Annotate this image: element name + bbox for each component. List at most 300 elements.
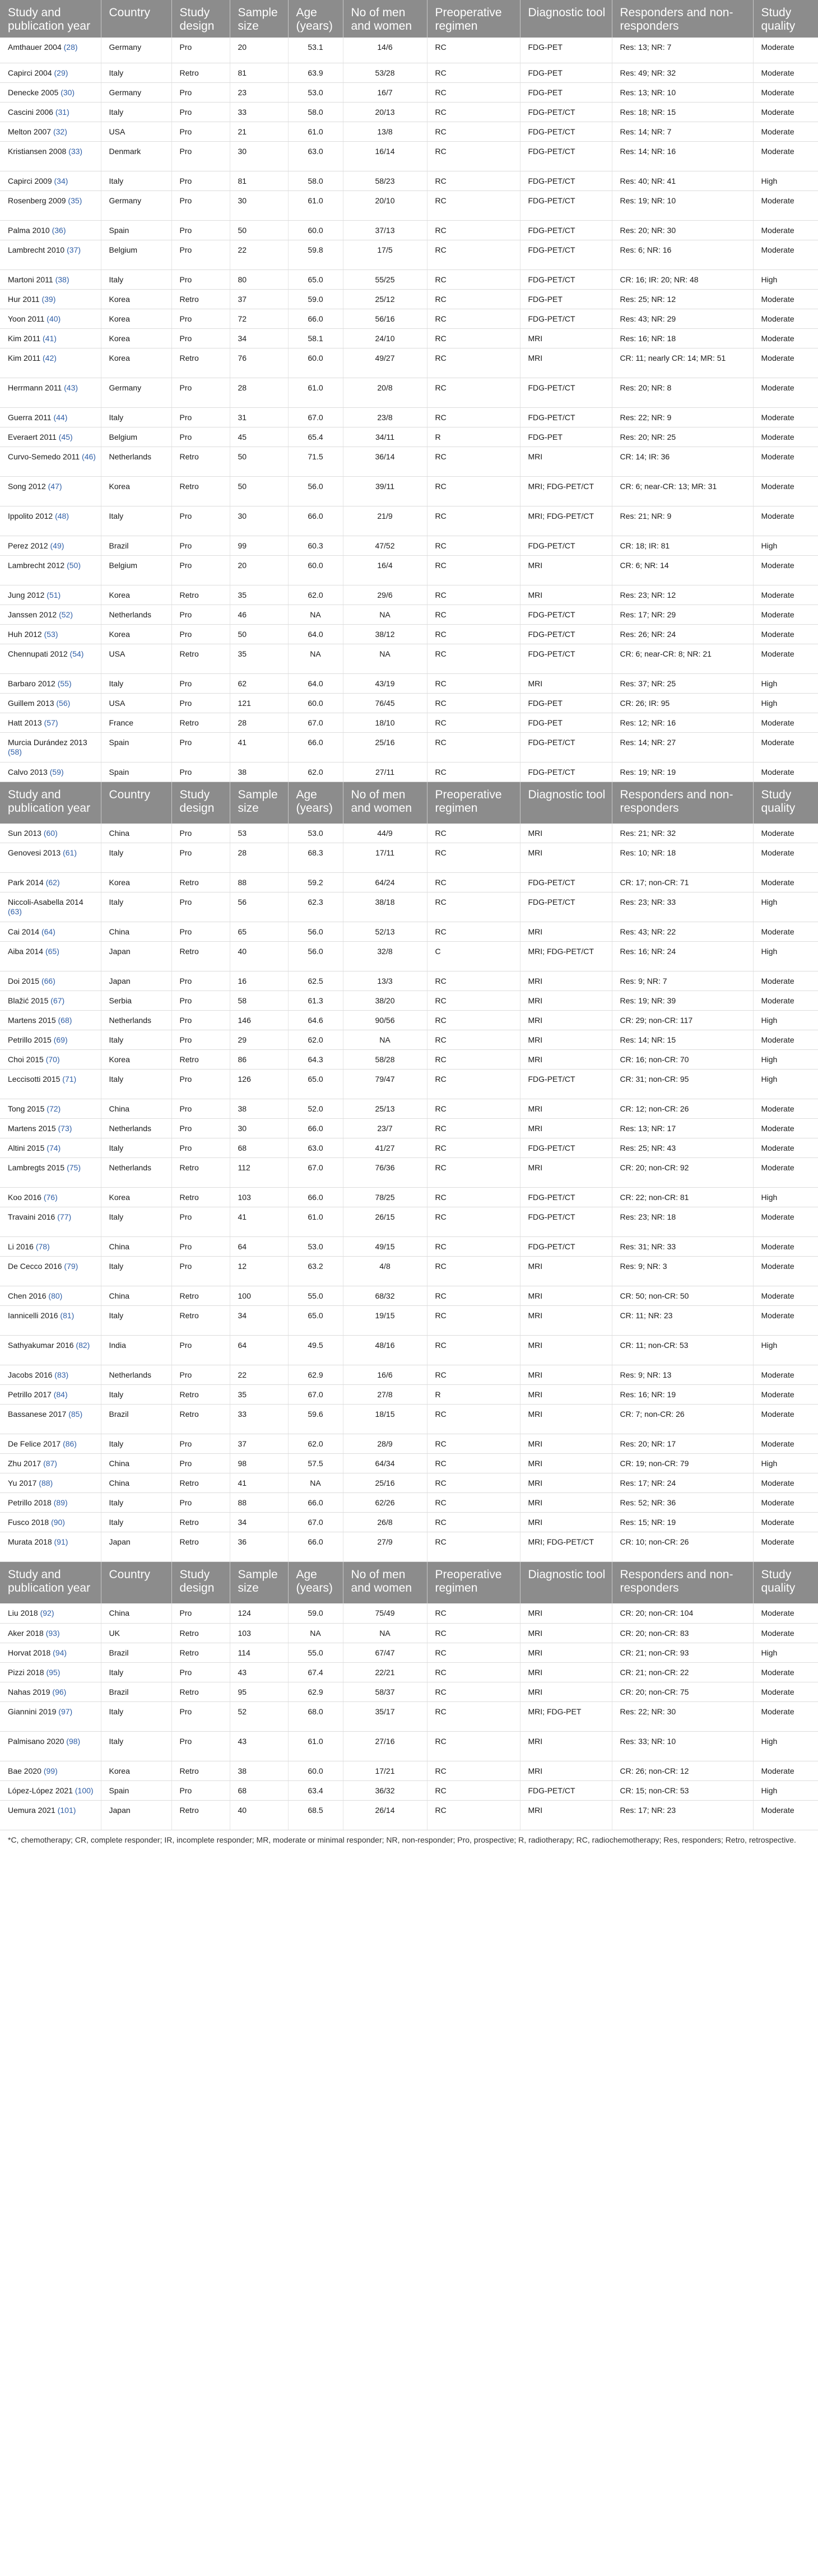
- resp-cell: Res: 20; NR: 17: [612, 1434, 753, 1454]
- reference-link[interactable]: (85): [68, 1410, 83, 1419]
- regimen-cell: RC: [427, 1800, 520, 1830]
- country-cell: Italy: [101, 102, 171, 122]
- reference-link[interactable]: (69): [53, 1035, 68, 1044]
- reference-link[interactable]: (40): [47, 314, 61, 323]
- regimen-cell: RC: [427, 991, 520, 1011]
- age-cell: 53.1: [288, 38, 343, 63]
- regimen-cell: RC: [427, 555, 520, 585]
- sex-cell: 22/21: [343, 1662, 427, 1682]
- sex-cell: NA: [343, 644, 427, 673]
- quality-cell: Moderate: [753, 476, 818, 506]
- reference-link[interactable]: (37): [67, 245, 81, 254]
- sex-cell: 35/17: [343, 1701, 427, 1731]
- reference-link[interactable]: (43): [64, 383, 78, 392]
- regimen-cell: RC: [427, 824, 520, 843]
- size-cell: 40: [230, 1800, 288, 1830]
- reference-link[interactable]: (98): [66, 1736, 81, 1746]
- table-row: [0, 843, 818, 873]
- study-cell: [0, 1800, 101, 1830]
- country-cell: China: [101, 1603, 171, 1623]
- tool-cell: FDG-PET/CT: [520, 873, 612, 892]
- sex-cell: 16/14: [343, 141, 427, 171]
- design-cell: Pro: [171, 693, 230, 713]
- tool-cell: FDG-PET/CT: [520, 1188, 612, 1207]
- reference-link[interactable]: (97): [58, 1707, 73, 1716]
- reference-link[interactable]: (35): [68, 196, 82, 205]
- reference-link[interactable]: (90): [51, 1518, 65, 1527]
- table-row: [0, 673, 818, 693]
- tool-cell: FDG-PET/CT: [520, 892, 612, 922]
- regimen-cell: RC: [427, 843, 520, 873]
- sex-cell: 25/13: [343, 1099, 427, 1119]
- reference-link[interactable]: (83): [54, 1370, 69, 1379]
- resp-cell: Res: 10; NR: 18: [612, 843, 753, 873]
- reference-link[interactable]: (33): [68, 146, 83, 156]
- sex-cell: 58/23: [343, 171, 427, 190]
- reference-link[interactable]: (51): [47, 590, 61, 599]
- size-cell: 40: [230, 942, 288, 971]
- study-cell: [0, 1493, 101, 1513]
- regimen-cell: RC: [427, 624, 520, 644]
- tool-cell: MRI: [520, 1623, 612, 1643]
- age-cell: 63.0: [288, 141, 343, 171]
- quality-cell: Moderate: [753, 555, 818, 585]
- design-cell: Retro: [171, 873, 230, 892]
- reference-link[interactable]: (52): [59, 610, 73, 619]
- study-name: Capirci 2004: [8, 68, 52, 77]
- age-cell: 62.3: [288, 892, 343, 922]
- regimen-cell: RC: [427, 1454, 520, 1473]
- reference-link[interactable]: (41): [43, 333, 57, 343]
- reference-link[interactable]: (91): [54, 1537, 68, 1546]
- reference-link[interactable]: (62): [45, 878, 60, 887]
- resp-cell: CR: 31; non-CR: 95: [612, 1070, 753, 1099]
- regimen-cell: RC: [427, 1643, 520, 1662]
- table-row: [0, 506, 818, 536]
- resp-cell: Res: 15; NR: 19: [612, 1513, 753, 1532]
- study-cell: [0, 82, 101, 102]
- table-row: [0, 1731, 818, 1761]
- reference-link[interactable]: (96): [52, 1687, 67, 1696]
- tool-cell: FDG-PET: [520, 63, 612, 82]
- study-cell: [0, 555, 101, 585]
- sex-cell: 64/24: [343, 873, 427, 892]
- resp-cell: Res: 22; NR: 9: [612, 407, 753, 427]
- country-cell: Netherlands: [101, 447, 171, 476]
- tool-cell: MRI: [520, 1434, 612, 1454]
- country-cell: Korea: [101, 309, 171, 328]
- quality-cell: Moderate: [753, 873, 818, 892]
- reference-link[interactable]: (89): [53, 1498, 68, 1507]
- reference-link[interactable]: (29): [54, 68, 68, 77]
- sex-cell: 17/11: [343, 843, 427, 873]
- reference-link[interactable]: (73): [58, 1124, 72, 1133]
- design-cell: Retro: [171, 1385, 230, 1405]
- table-row: [0, 1780, 818, 1800]
- country-cell: Italy: [101, 1070, 171, 1099]
- resp-cell: Res: 16; NR: 24: [612, 942, 753, 971]
- quality-cell: Moderate: [753, 1237, 818, 1257]
- tool-cell: FDG-PET/CT: [520, 122, 612, 141]
- age-cell: 67.4: [288, 1662, 343, 1682]
- study-name: Guerra 2011: [8, 412, 52, 422]
- tool-cell: MRI: [520, 1385, 612, 1405]
- reference-link[interactable]: (67): [50, 996, 65, 1005]
- design-cell: Pro: [171, 673, 230, 693]
- age-cell: 63.2: [288, 1257, 343, 1286]
- quality-cell: Moderate: [753, 328, 818, 348]
- quality-cell: Moderate: [753, 427, 818, 447]
- size-cell: 146: [230, 1011, 288, 1030]
- age-cell: 65.0: [288, 269, 343, 289]
- design-cell: Retro: [171, 1761, 230, 1780]
- tool-cell: MRI: [520, 971, 612, 991]
- resp-cell: Res: 21; NR: 32: [612, 824, 753, 843]
- reference-link[interactable]: (94): [53, 1648, 67, 1657]
- table-row: [0, 762, 818, 782]
- design-cell: Pro: [171, 624, 230, 644]
- country-cell: Korea: [101, 624, 171, 644]
- country-cell: Germany: [101, 378, 171, 407]
- table-row: [0, 289, 818, 309]
- sex-cell: 20/13: [343, 102, 427, 122]
- design-cell: Pro: [171, 171, 230, 190]
- column-header: Preoperative regimen: [427, 0, 520, 38]
- size-cell: 64: [230, 1336, 288, 1365]
- sex-cell: 19/15: [343, 1306, 427, 1336]
- size-cell: 88: [230, 873, 288, 892]
- reference-link[interactable]: (46): [82, 452, 96, 461]
- resp-cell: Res: 18; NR: 15: [612, 102, 753, 122]
- reference-link[interactable]: (86): [63, 1439, 77, 1448]
- table-header-row: [0, 782, 818, 824]
- table-row: [0, 713, 818, 732]
- age-cell: 62.9: [288, 1365, 343, 1385]
- reference-link[interactable]: (57): [44, 718, 58, 727]
- resp-cell: Res: 9; NR: 13: [612, 1365, 753, 1385]
- study-name: Lambrecht 2012: [8, 560, 65, 570]
- sex-cell: 38/12: [343, 624, 427, 644]
- reference-link[interactable]: (64): [41, 927, 55, 936]
- reference-link[interactable]: (39): [41, 294, 56, 304]
- size-cell: 38: [230, 762, 288, 782]
- resp-cell: Res: 19; NR: 10: [612, 190, 753, 220]
- tool-cell: MRI: [520, 1119, 612, 1138]
- age-cell: 61.0: [288, 1207, 343, 1237]
- reference-link[interactable]: (31): [55, 107, 69, 117]
- country-cell: Korea: [101, 585, 171, 605]
- study-cell: [0, 1405, 101, 1434]
- quality-cell: Moderate: [753, 624, 818, 644]
- design-cell: Pro: [171, 1237, 230, 1257]
- design-cell: Pro: [171, 102, 230, 122]
- age-cell: 64.0: [288, 624, 343, 644]
- size-cell: 43: [230, 1731, 288, 1761]
- reference-link[interactable]: (55): [57, 678, 72, 688]
- tool-cell: MRI; FDG-PET/CT: [520, 476, 612, 506]
- sex-cell: 67/47: [343, 1643, 427, 1662]
- resp-cell: CR: 20; non-CR: 75: [612, 1682, 753, 1701]
- size-cell: 29: [230, 1030, 288, 1050]
- column-header: No of men and women: [343, 1562, 427, 1603]
- design-cell: Pro: [171, 892, 230, 922]
- reference-link[interactable]: (63): [8, 907, 22, 916]
- reference-link[interactable]: (92): [40, 1608, 54, 1617]
- size-cell: 64: [230, 1237, 288, 1257]
- study-cell: [0, 732, 101, 762]
- country-cell: Japan: [101, 1532, 171, 1562]
- study-name: Perez 2012: [8, 541, 48, 550]
- country-cell: Korea: [101, 1050, 171, 1070]
- quality-cell: Moderate: [753, 1493, 818, 1513]
- column-header: Study quality: [753, 1562, 818, 1603]
- resp-cell: Res: 33; NR: 10: [612, 1731, 753, 1761]
- quality-cell: Moderate: [753, 1434, 818, 1454]
- regimen-cell: RC: [427, 732, 520, 762]
- resp-cell: Res: 9; NR: 7: [612, 971, 753, 991]
- reference-link[interactable]: (79): [64, 1262, 78, 1271]
- reference-link[interactable]: (45): [58, 432, 73, 441]
- column-header: Diagnostic tool: [520, 1562, 612, 1603]
- design-cell: Pro: [171, 732, 230, 762]
- study-name: Song 2012: [8, 481, 46, 491]
- reference-link[interactable]: (59): [49, 767, 64, 776]
- size-cell: 58: [230, 991, 288, 1011]
- reference-link[interactable]: (34): [54, 176, 68, 185]
- regimen-cell: RC: [427, 1434, 520, 1454]
- reference-link[interactable]: (93): [45, 1628, 60, 1638]
- regimen-cell: RC: [427, 1138, 520, 1158]
- reference-link[interactable]: (87): [43, 1459, 57, 1468]
- study-cell: [0, 309, 101, 328]
- tool-cell: MRI: [520, 328, 612, 348]
- reference-link[interactable]: (88): [39, 1478, 53, 1487]
- age-cell: 49.5: [288, 1336, 343, 1365]
- size-cell: 56: [230, 892, 288, 922]
- table-row: [0, 1306, 818, 1336]
- reference-link[interactable]: (36): [52, 225, 66, 235]
- study-name: Janssen 2012: [8, 610, 57, 619]
- design-cell: Pro: [171, 220, 230, 240]
- country-cell: Japan: [101, 942, 171, 971]
- reference-link[interactable]: (75): [67, 1163, 81, 1172]
- study-cell: [0, 378, 101, 407]
- age-cell: 66.0: [288, 1188, 343, 1207]
- age-cell: 66.0: [288, 309, 343, 328]
- tool-cell: FDG-PET: [520, 427, 612, 447]
- resp-cell: Res: 43; NR: 22: [612, 922, 753, 942]
- tool-cell: MRI: [520, 922, 612, 942]
- quality-cell: Moderate: [753, 971, 818, 991]
- study-cell: [0, 585, 101, 605]
- reference-link[interactable]: (82): [76, 1341, 90, 1350]
- reference-link[interactable]: (72): [47, 1104, 61, 1113]
- resp-cell: Res: 13; NR: 7: [612, 38, 753, 63]
- reference-link[interactable]: (71): [62, 1075, 77, 1084]
- reference-link[interactable]: (30): [61, 87, 75, 97]
- quality-cell: Moderate: [753, 762, 818, 782]
- resp-cell: Res: 16; NR: 18: [612, 328, 753, 348]
- tool-cell: MRI; FDG-PET/CT: [520, 506, 612, 536]
- quality-cell: Moderate: [753, 1603, 818, 1623]
- age-cell: 62.0: [288, 762, 343, 782]
- reference-link[interactable]: (58): [8, 747, 22, 756]
- reference-link[interactable]: (47): [48, 481, 62, 491]
- reference-link[interactable]: (84): [53, 1390, 68, 1399]
- age-cell: NA: [288, 644, 343, 673]
- study-cell: [0, 1030, 101, 1050]
- design-cell: Pro: [171, 309, 230, 328]
- study-name: Denecke 2005: [8, 87, 59, 97]
- study-name: Uemura 2021: [8, 1805, 55, 1815]
- sex-cell: 18/15: [343, 1405, 427, 1434]
- regimen-cell: RC: [427, 190, 520, 220]
- reference-link[interactable]: (50): [67, 560, 81, 570]
- age-cell: 65.0: [288, 1306, 343, 1336]
- reference-link[interactable]: (60): [43, 828, 58, 838]
- quality-cell: Moderate: [753, 1662, 818, 1682]
- tool-cell: MRI: [520, 1513, 612, 1532]
- regimen-cell: RC: [427, 971, 520, 991]
- design-cell: Retro: [171, 289, 230, 309]
- quality-cell: Moderate: [753, 122, 818, 141]
- reference-link[interactable]: (70): [45, 1055, 60, 1064]
- reference-link[interactable]: (77): [57, 1212, 72, 1221]
- study-name: Huh 2012: [8, 629, 42, 639]
- sex-cell: 28/9: [343, 1434, 427, 1454]
- regimen-cell: RC: [427, 605, 520, 624]
- resp-cell: CR: 26; IR: 95: [612, 693, 753, 713]
- tool-cell: MRI: [520, 843, 612, 873]
- size-cell: 68: [230, 1780, 288, 1800]
- study-name: Petrillo 2017: [8, 1390, 52, 1399]
- reference-link[interactable]: (68): [58, 1016, 72, 1025]
- reference-link[interactable]: (44): [53, 412, 68, 422]
- quality-cell: High: [753, 1731, 818, 1761]
- age-cell: 57.5: [288, 1454, 343, 1473]
- reference-link[interactable]: (95): [46, 1667, 61, 1677]
- sex-cell: 27/8: [343, 1385, 427, 1405]
- quality-cell: High: [753, 1188, 818, 1207]
- age-cell: 59.2: [288, 873, 343, 892]
- country-cell: Korea: [101, 289, 171, 309]
- size-cell: 22: [230, 240, 288, 269]
- country-cell: Brazil: [101, 1643, 171, 1662]
- country-cell: Serbia: [101, 991, 171, 1011]
- reference-link[interactable]: (99): [43, 1766, 58, 1775]
- reference-link[interactable]: (54): [69, 649, 84, 658]
- size-cell: 45: [230, 427, 288, 447]
- study-name: Tong 2015: [8, 1104, 45, 1113]
- study-name: Leccisotti 2015: [8, 1075, 61, 1084]
- quality-cell: High: [753, 1454, 818, 1473]
- study-name: Barbaro 2012: [8, 678, 55, 688]
- sex-cell: 49/15: [343, 1237, 427, 1257]
- quality-cell: Moderate: [753, 1099, 818, 1119]
- reference-link[interactable]: (32): [53, 127, 67, 136]
- tool-cell: MRI: [520, 1473, 612, 1493]
- reference-link[interactable]: (49): [50, 541, 64, 550]
- age-cell: 62.0: [288, 1434, 343, 1454]
- size-cell: 35: [230, 1385, 288, 1405]
- regimen-cell: RC: [427, 1761, 520, 1780]
- reference-link[interactable]: (101): [57, 1805, 76, 1815]
- reference-link[interactable]: (78): [35, 1242, 50, 1251]
- resp-cell: CR: 7; non-CR: 26: [612, 1405, 753, 1434]
- tool-cell: FDG-PET: [520, 693, 612, 713]
- tool-cell: MRI: [520, 1405, 612, 1434]
- reference-link[interactable]: (42): [43, 353, 57, 362]
- size-cell: 21: [230, 122, 288, 141]
- age-cell: 71.5: [288, 447, 343, 476]
- study-cell: [0, 427, 101, 447]
- reference-link[interactable]: (74): [47, 1143, 61, 1152]
- size-cell: 43: [230, 1662, 288, 1682]
- table-row: [0, 82, 818, 102]
- quality-cell: Moderate: [753, 240, 818, 269]
- study-name: Martens 2015: [8, 1016, 56, 1025]
- study-name: Jung 2012: [8, 590, 45, 599]
- study-cell: [0, 922, 101, 942]
- design-cell: Retro: [171, 1158, 230, 1188]
- table-row: [0, 190, 818, 220]
- tool-cell: MRI: [520, 1099, 612, 1119]
- age-cell: 56.0: [288, 476, 343, 506]
- table-row: [0, 605, 818, 624]
- resp-cell: CR: 6; NR: 14: [612, 555, 753, 585]
- study-name: Bassanese 2017: [8, 1410, 67, 1419]
- study-cell: [0, 1099, 101, 1119]
- resp-cell: Res: 13; NR: 10: [612, 82, 753, 102]
- reference-link[interactable]: (38): [55, 275, 69, 284]
- regimen-cell: RC: [427, 1336, 520, 1365]
- reference-link[interactable]: (81): [60, 1311, 75, 1320]
- size-cell: 52: [230, 1701, 288, 1731]
- study-cell: [0, 476, 101, 506]
- column-header: No of men and women: [343, 782, 427, 824]
- study-cell: [0, 1011, 101, 1030]
- reference-link[interactable]: (48): [55, 511, 69, 520]
- table-row: [0, 1701, 818, 1731]
- reference-link[interactable]: (61): [63, 848, 77, 857]
- age-cell: 64.3: [288, 1050, 343, 1070]
- country-cell: Italy: [101, 1207, 171, 1237]
- reference-link[interactable]: (65): [45, 947, 59, 956]
- reference-link[interactable]: (76): [43, 1193, 58, 1202]
- design-cell: Retro: [171, 1682, 230, 1701]
- reference-link[interactable]: (56): [56, 698, 71, 708]
- reference-link[interactable]: (80): [48, 1291, 63, 1300]
- reference-link[interactable]: (66): [41, 977, 55, 985]
- quality-cell: High: [753, 1070, 818, 1099]
- regimen-cell: RC: [427, 1011, 520, 1030]
- tool-cell: FDG-PET/CT: [520, 644, 612, 673]
- table-row: [0, 585, 818, 605]
- reference-link[interactable]: (100): [75, 1785, 94, 1795]
- study-cell: [0, 1473, 101, 1493]
- size-cell: 28: [230, 843, 288, 873]
- country-cell: Italy: [101, 1662, 171, 1682]
- reference-link[interactable]: (53): [44, 629, 58, 639]
- reference-link[interactable]: (28): [63, 43, 78, 52]
- country-cell: Brazil: [101, 1682, 171, 1701]
- country-cell: Italy: [101, 673, 171, 693]
- study-cell: [0, 971, 101, 991]
- regimen-cell: R: [427, 1385, 520, 1405]
- design-cell: Pro: [171, 269, 230, 289]
- table-row: [0, 1138, 818, 1158]
- resp-cell: Res: 20; NR: 30: [612, 220, 753, 240]
